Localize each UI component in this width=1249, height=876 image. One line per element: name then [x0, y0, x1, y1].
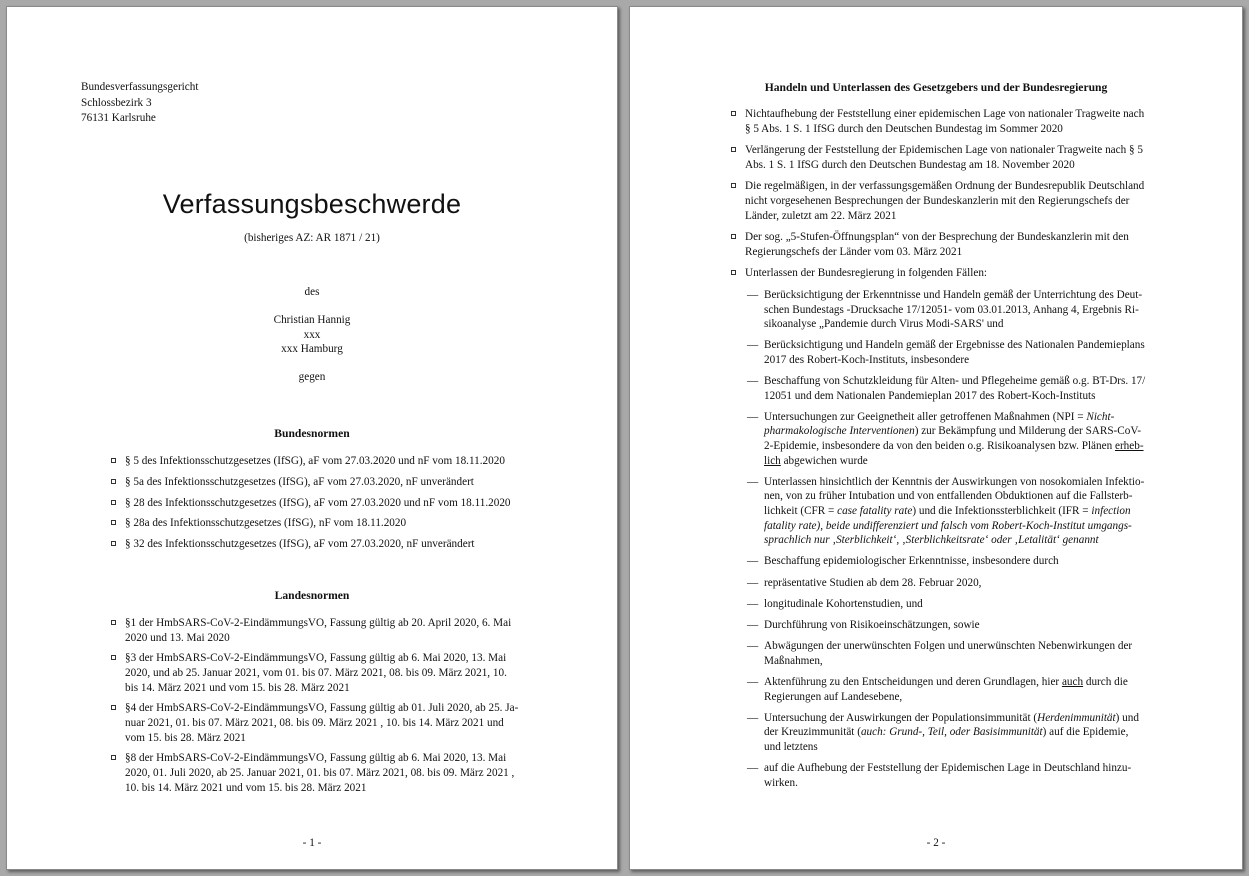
dash-bullet-icon: —	[747, 762, 759, 775]
dash-bullet-icon: —	[747, 618, 759, 631]
list-item: §3 der HmbSARS-CoV-2-EindämmungsVO, Fassung gültig ab 6. Mai 2020, 13. Mai 2020, und ab 25. Januar 2021, vom 01. bis 07. März 2021, 08. bis 09. März 2021, 10. bis 14. März 2021 und vom 15. bis 28. März 2021	[111, 651, 551, 695]
dash-bullet-icon: —	[747, 339, 759, 352]
checkbox-bullet-icon	[731, 147, 736, 152]
checkbox-bullet-icon	[111, 541, 116, 546]
sublist-item: — longitudinale Kohortenstudien, und	[747, 597, 923, 610]
dash-bullet-icon: —	[747, 475, 759, 488]
checkbox-bullet-icon	[731, 183, 736, 188]
des-label: des	[304, 286, 320, 298]
page-number: - 1 -	[302, 837, 322, 849]
address-line: Schlossbezirk 3	[81, 96, 152, 109]
checkbox-bullet-icon	[111, 755, 116, 760]
dash-bullet-icon: —	[747, 288, 759, 301]
landesnormen-list	[111, 616, 551, 801]
sublist-item: — Berücksichtigung und Handeln gemäß der Ergebnisse des Nationalen Pandemieplans 2017 des Robert-Koch-Instituts, insbesondere	[747, 339, 1145, 366]
sublist-item: — Abwägungen der unerwünschten Folgen und unerwünschten Nebenwirkungen der Maßnahmen,	[747, 640, 1133, 667]
list-item: § 32 des Infektionsschutzgesetzes (IfSG), aF vom 27.03.2020, nF unverändert	[111, 537, 551, 552]
list-item: § 5 des Infektionsschutzgesetzes (IfSG), aF vom 27.03.2020 und nF vom 18.11.2020	[111, 454, 551, 469]
document-title: Verfassungsbeschwerde	[162, 189, 462, 219]
sublist-item: — Beschaffung von Schutzkleidung für Alten- und Pflegeheime gemäß o.g. BT-Drs. 17/ 12051 und dem Nationalen Pandemieplan 2017 des Robert-Koch-Instituts	[747, 375, 1146, 402]
checkbox-bullet-icon	[111, 500, 116, 505]
dash-bullet-icon: —	[747, 576, 759, 589]
sublist-item: — Aktenführung zu den Entscheidungen und deren Grundlagen, hier auch durch die Regierungen auf Landesebene,	[747, 675, 1128, 703]
sublist-item: — Berücksichtigung der Erkenntnisse und Handeln gemäß der Unterrichtung des Deut- schen Bundestags -Drucksache 17/12051- vom 03.01.2013, Anhang 4, Ergebnis Ri- sikoanalyse „Pandemie durch Virus Modi-SARS' und	[747, 288, 1143, 331]
checkbox-bullet-icon	[731, 234, 736, 239]
bundesnormen-heading: Bundesnormen	[274, 427, 350, 440]
dash-bullet-icon: —	[747, 675, 759, 688]
list-item: Die regelmäßigen, in der verfassungsgemäßen Ordnung der Bundesrepublik Deutschland nicht vorgesehenen Besprechungen der Bundeskanzlerin mit den Regierungschefs der Länder, zuletzt am 22. März 2021	[731, 179, 1171, 223]
list-item: Der sog. „5-Stufen-Öffnungsplan“ von der Besprechung der Bundeskanzlerin mit den Regierungschefs der Länder vom 03. März 2021	[731, 230, 1171, 259]
recipient-address	[81, 80, 198, 127]
list-item: Verlängerung der Feststellung der Epidemischen Lage von nationaler Tragweite nach § 5 Abs. 1 S. 1 IfSG durch den Deutschen Bundestag am 18. November 2020	[731, 143, 1171, 172]
document-subtitle: (bisheriges AZ: AR 1871 / 21)	[244, 232, 380, 244]
complainant-city: xxx Hamburg	[281, 343, 343, 356]
checkbox-bullet-icon	[111, 620, 116, 625]
bundesnormen-list	[111, 454, 551, 558]
list-item: § 28a des Infektionsschutzgesetzes (IfSG), nF vom 18.11.2020	[111, 516, 551, 531]
checkbox-bullet-icon	[731, 270, 736, 275]
list-item: §8 der HmbSARS-CoV-2-EindämmungsVO, Fassung gültig ab 6. Mai 2020, 13. Mai 2020, 01. Juli 2020, ab 25. Januar 2021, 01. bis 07. März 2021, 08. bis 09. März 2021 , 10. bis 14. März 2021 und vom 15. bis 28. März 2021	[111, 751, 551, 795]
checkbox-bullet-icon	[111, 520, 116, 525]
section-heading: Handeln und Unterlassen des Gesetzgebers und der Bundesregierung	[764, 81, 1108, 94]
gegen-label: gegen	[298, 371, 326, 383]
address-line: Bundesverfassungsgericht	[81, 81, 199, 93]
dash-bullet-icon: —	[747, 711, 759, 724]
dash-bullet-icon: —	[747, 375, 759, 388]
sublist-item: — Durchführung von Risikoeinschätzungen, sowie	[747, 618, 980, 631]
list-item: §1 der HmbSARS-CoV-2-EindämmungsVO, Fassung gültig ab 20. April 2020, 6. Mai 2020 und 13. Mai 2020	[111, 616, 551, 645]
acts-list	[731, 107, 1171, 797]
sublist-item: — auf die Aufhebung der Feststellung der Epidemischen Lage in Deutschland hinzu- wirken.	[747, 762, 1132, 789]
sublist-item: — Unterlassen hinsichtlich der Kenntnis der Auswirkungen von nosokomialen Infektio- nen, von zu früher Intubation und von entfallenden Obduktionen auf die Fallsterb- lichkeit (CFR = case fatality rate) und die Infektionssterblichkeit (IFR = infection fatality rate), beide undifferenziert und falsch vom Robert-Koch-Institut umgangs- sprachlich nur ‚Sterblichkeit‘, ‚Sterblichkeitsrate‘ oder ‚Letalität‘ genannt	[747, 475, 1145, 547]
landesnormen-heading: Landesnormen	[274, 589, 350, 602]
sublist-item: — Untersuchungen zur Geeignetheit aller getroffenen Maßnahmen (NPI = Nicht- pharmakologische Interventionen) zur Bekämpfung und Milderung der SARS-CoV- 2-Epidemie, insbesondere da von den beiden o.g. Risikoanalysen bzw. Plänen erheb- lich abgewichen wurde	[747, 410, 1144, 467]
checkbox-bullet-icon	[111, 655, 116, 660]
address-line: 76131 Karlsruhe	[81, 112, 156, 124]
dash-bullet-icon: —	[747, 555, 759, 568]
complainant-block	[7, 313, 617, 357]
dash-bullet-icon: —	[747, 597, 759, 610]
sublist-item: — repräsentative Studien ab dem 28. Februar 2020,	[747, 576, 982, 589]
complainant-name: Christian Hannig	[273, 314, 351, 326]
list-item: Nichtaufhebung der Feststellung einer epidemischen Lage von nationaler Tragweite nach § 5 Abs. 1 S. 1 IfSG durch den Deutschen Bundestag im Sommer 2020	[731, 107, 1171, 136]
checkbox-bullet-icon	[731, 111, 736, 116]
list-item: § 5a des Infektionsschutzgesetzes (IfSG), aF vom 27.03.2020, nF unverändert	[111, 475, 551, 490]
document-page-2	[629, 6, 1243, 870]
dash-bullet-icon: —	[747, 410, 759, 423]
list-item: Unterlassen der Bundesregierung in folgenden Fällen:	[731, 266, 1171, 281]
list-item: §4 der HmbSARS-CoV-2-EindämmungsVO, Fassung gültig ab 01. Juli 2020, ab 25. Ja- nuar 2021, 01. bis 07. März 2021, 08. bis 09. März 2021 , 10. bis 14. März 2021 und vom 15. bis 28. März 2021	[111, 701, 551, 745]
sublist-item: — Beschaffung epidemiologischer Erkenntnisse, insbesondere durch	[747, 555, 1059, 568]
checkbox-bullet-icon	[111, 458, 116, 463]
omissions-sublist	[731, 288, 1171, 790]
checkbox-bullet-icon	[111, 479, 116, 484]
dash-bullet-icon: —	[747, 640, 759, 653]
list-item: § 28 des Infektionsschutzgesetzes (IfSG), aF vom 27.03.2020 und nF vom 18.11.2020	[111, 496, 551, 511]
page-number: - 2 -	[926, 837, 946, 849]
complainant-line: xxx	[303, 328, 321, 341]
checkbox-bullet-icon	[111, 705, 116, 710]
sublist-item: — Untersuchung der Auswirkungen der Populationsimmunität (Herdenimmunität) und der Kreuzimmunität (auch: Grund-, Teil, oder Basisimmunität) auf die Epidemie, und letztens	[747, 711, 1139, 753]
document-page-1	[6, 6, 618, 870]
